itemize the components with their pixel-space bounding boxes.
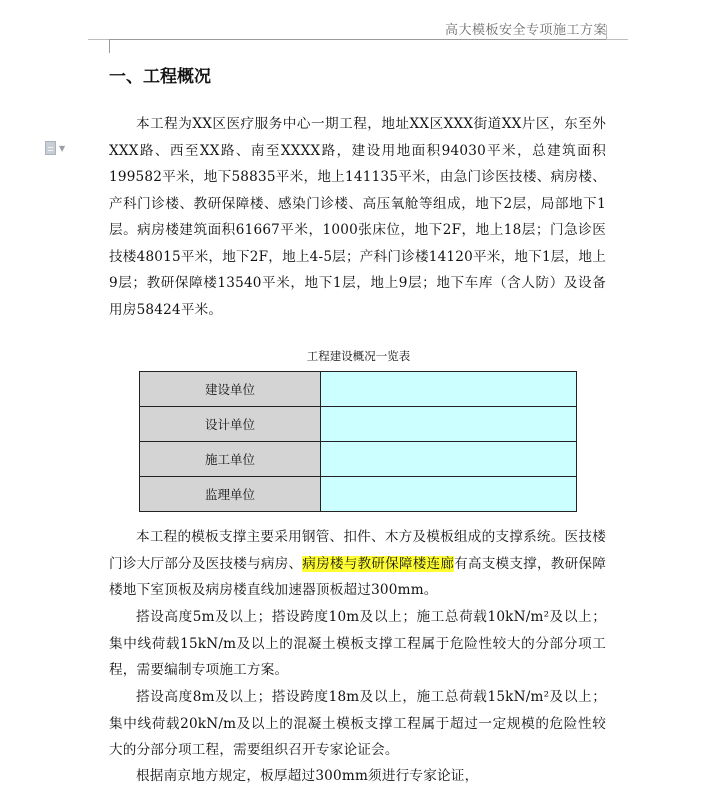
table-row xyxy=(140,372,577,407)
paragraph-options-button[interactable] xyxy=(45,141,65,155)
header-divider xyxy=(109,39,606,40)
table-value-cell[interactable] xyxy=(321,477,577,512)
table-label-cell: 施工单位 xyxy=(140,442,321,477)
paragraph-overview: 本工程为XX区医疗服务中心一期工程，地址XX区XXX街道XX片区，东至外XXX路、西至XX路、南至XXXX路，建设用地面积94030平米，总建筑面积199582平米，地下58835平米，地上141135平米，由急门诊医技楼、病房楼、产科门诊楼、教研保障楼、感染门诊楼、高压氧舱等组成，地下2层，局部地下1层。病房楼建筑面积61667平米，1000张床位，地下2F，地上18层；门急诊医技楼48015平米，地下2F，地上4-5层；产科门诊楼14120平米，地下1层，地上9层；教研保障楼13540平米，地下1层，地上9层；地下车库（含人防）及设备用房58424平米。 xyxy=(109,116,606,318)
project-info-table xyxy=(139,371,577,512)
paragraph-criteria-1: 搭设高度5m及以上；搭设跨度10m及以上；施工总荷载10kN/m²及以上；集中线荷载15kN/m及以上的混凝土模板支撑工程属于危险性较大的分部分项工程，需要编制专项施工方案。 xyxy=(109,609,606,678)
crop-mark xyxy=(88,39,109,40)
crop-mark xyxy=(109,39,110,53)
document-icon xyxy=(45,141,56,155)
table-label-cell: 监理单位 xyxy=(140,477,321,512)
table-label-cell: 建设单位 xyxy=(140,372,321,407)
paragraph-support-system xyxy=(109,524,606,604)
crop-mark xyxy=(606,39,628,40)
table-label-cell: 设计单位 xyxy=(140,407,321,442)
paragraph-text: 本工程的模板支撑主要采用钢管、扣件、木方及模板组成的支撑系统。医技楼门诊大厅部分及医技楼与病房、 xyxy=(109,529,606,572)
crop-mark xyxy=(606,25,607,39)
paragraph-local-rule: 根据南京地方规定，板厚超过300mm须进行专家论证， xyxy=(136,768,479,784)
chevron-down-icon: ▼ xyxy=(59,143,66,153)
table-row xyxy=(140,442,577,477)
header-title: 高大模板安全专项施工方案 xyxy=(444,23,607,38)
table-row xyxy=(140,477,577,512)
paragraph-criteria-2: 搭设高度8m及以上；搭设跨度18m及以上，施工总荷载15kN/m²及以上；集中线荷载20kN/m及以上的混凝土模板支撑工程属于超过一定规模的危险性较大的分部分项工程，需要组织召开专家论证会。 xyxy=(109,689,606,758)
table-value-cell[interactable] xyxy=(321,407,577,442)
paragraph-text: 有高支模支撑，教研保障楼地下室顶板及病房楼直线加速器顶板超过300mm。 xyxy=(109,555,606,598)
section-heading: 一、工程概况 xyxy=(109,67,211,87)
highlighted-text: 病房楼与教研保障楼连廊 xyxy=(302,555,455,572)
table-row xyxy=(140,407,577,442)
table-value-cell[interactable] xyxy=(321,442,577,477)
table-caption: 工程建设概况一览表 xyxy=(306,349,411,363)
table-value-cell[interactable] xyxy=(321,372,577,407)
